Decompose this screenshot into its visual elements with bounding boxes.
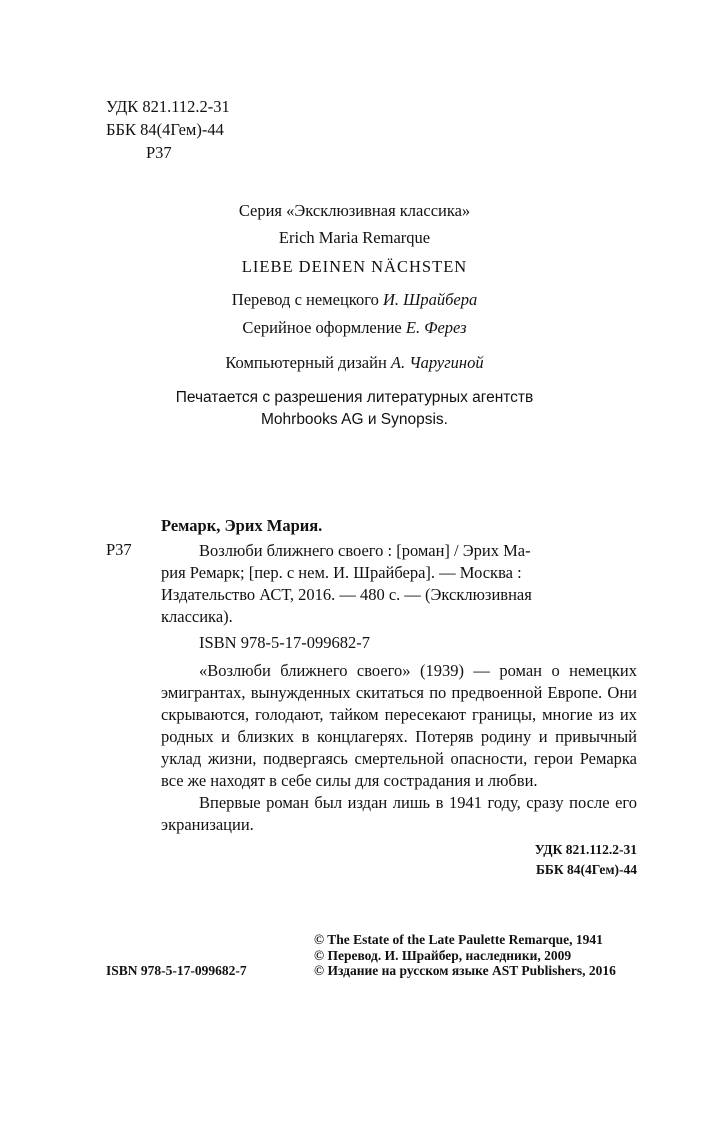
- copyright-line: © Перевод. И. Шрайбер, наследники, 2009: [314, 948, 572, 963]
- series-line: Серия «Эксклюзивная классика»: [238, 201, 471, 220]
- catalog-udk: УДК 821.112.2-31: [534, 842, 637, 857]
- catalog-code: Р37: [106, 540, 132, 559]
- computer-design-prefix: Компьютерный дизайн: [225, 353, 387, 372]
- translator-name: И. Шрайбера: [382, 290, 478, 309]
- catalog-isbn: ISBN 978-5-17-099682-7: [199, 633, 370, 652]
- author-code: Р37: [146, 143, 172, 162]
- annotation: [161, 660, 637, 836]
- permission-line-1: Печатается с разрешения литературных агентств: [175, 389, 534, 406]
- udk-code: УДК 821.112.2-31: [106, 97, 230, 116]
- title-original: LIEBE DEINEN NÄCHSTEN: [241, 257, 468, 276]
- catalog-description: [161, 540, 637, 628]
- translation-line: [0, 290, 709, 310]
- footer-isbn: ISBN 978-5-17-099682-7: [106, 963, 247, 978]
- author-original: Erich Maria Remarque: [278, 228, 431, 247]
- annotation-paragraph: «Возлюби ближнего своего» (1939) — роман о немецких эмигрантах, вынужденных скитаться по предвоенной Европе. Они скрываются, голодают, тайком пересекают границы, многие из их родных и близких в концлагерях. Потеряв родину и привычный уклад жизни, подвергаясь смертельной опасности, герои Ремарка все же находят в себе силы для сострадания и любви.: [161, 661, 637, 790]
- catalog-line: классика).: [161, 607, 233, 626]
- catalog-author-heading: Ремарк, Эрих Мария.: [161, 516, 323, 535]
- computer-designer-name: А. Чаругиной: [390, 353, 484, 372]
- annotation-note: Впервые роман был издан лишь в 1941 году, сразу после его экранизации.: [161, 793, 637, 834]
- catalog-line: Издательство АСТ, 2016. — 480 с. — (Эксклюзивная: [161, 585, 532, 604]
- copyright-line: © The Estate of the Late Paulette Remarque, 1941: [314, 932, 603, 947]
- computer-design-line: [0, 353, 709, 373]
- catalog-bbk: ББК 84(4Гем)-44: [536, 862, 637, 877]
- copyright-line: © Издание на русском языке AST Publishers, 2016: [314, 963, 616, 978]
- translation-prefix: Перевод с немецкого: [231, 290, 379, 309]
- catalog-line: рия Ремарк; [пер. с нем. И. Шрайбера]. — Москва :: [161, 563, 522, 582]
- catalog-line: Возлюби ближнего своего : [роман] / Эрих Ма-: [199, 541, 531, 560]
- permission-line-2: Mohrbooks AG и Synopsis.: [261, 411, 448, 428]
- bbk-code: ББК 84(4Гем)-44: [106, 120, 224, 139]
- design-line: [0, 318, 709, 338]
- design-prefix: Серийное оформление: [242, 318, 402, 337]
- designer-name: Е. Ферез: [405, 318, 467, 337]
